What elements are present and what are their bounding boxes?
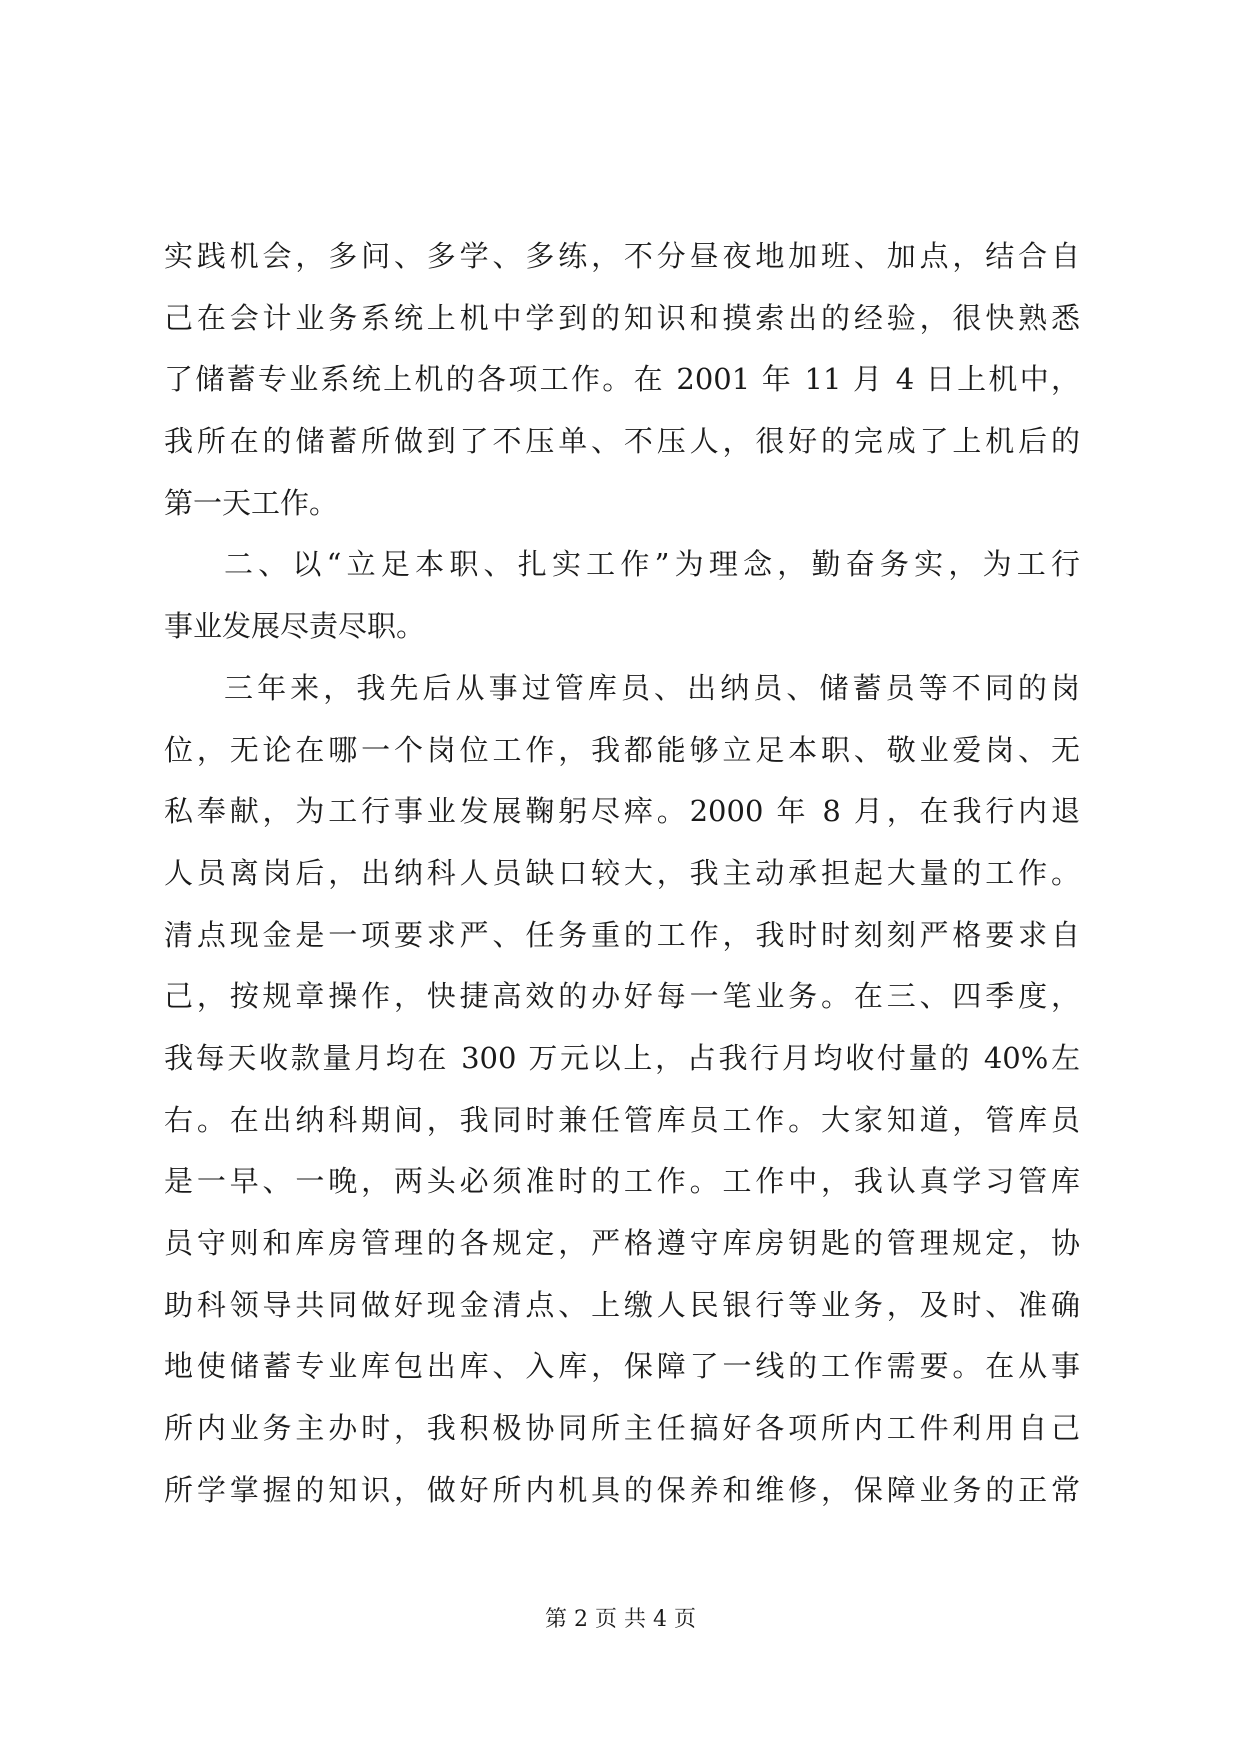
- text-line: 地使储蓄专业库包出库、入库，保障了一线的工作需要。在从事: [164, 1349, 1080, 1384]
- text-line: 三年来，我先后从事过管库员、出纳员、储蓄员等不同的岗: [224, 670, 1080, 705]
- page-footer: 第 2 页 共 4 页: [545, 1607, 696, 1632]
- text-line: 实践机会，多问、多学、多练，不分昼夜地加班、加点，结合自: [164, 239, 1080, 273]
- text-line: 私奉献，为工行事业发展鞠躬尽瘁。2000 年 8 月，在我行内退: [164, 794, 1080, 829]
- text-line: 是一早、一晚，两头必须准时的工作。工作中，我认真学习管库: [164, 1164, 1080, 1199]
- body-text: [164, 226, 1080, 1521]
- text-line: 我所在的储蓄所做到了不压单、不压人，很好的完成了上机后的: [164, 424, 1080, 459]
- text-line: 员守则和库房管理的各规定，严格遵守库房钥匙的管理规定，协: [164, 1226, 1080, 1260]
- section-heading-line: 事业发展尽责尽职。: [164, 609, 426, 644]
- text-line: 助科领导共同做好现金清点、上缴人民银行等业务，及时、准确: [164, 1287, 1080, 1322]
- text-line: 人员离岗后，出纳科人员缺口较大，我主动承担起大量的工作。: [164, 855, 1080, 890]
- text-line: 我每天收款量月均在 300 万元以上，占我行月均收付量的 40%左: [164, 1040, 1080, 1075]
- text-line: 位，无论在哪一个岗位工作，我都能够立足本职、敬业爱岗、无: [164, 732, 1080, 767]
- text-line: 己在会计业务系统上机中学到的知识和摸索出的经验，很快熟悉: [164, 300, 1080, 335]
- text-line: 了储蓄专业系统上机的各项工作。在 2001 年 11 月 4 日上机中，: [164, 362, 1080, 397]
- text-line: 清点现金是一项要求严、任务重的工作，我时时刻刻严格要求自: [164, 917, 1080, 952]
- text-line: 己，按规章操作，快捷高效的办好每一笔业务。在三、四季度，: [164, 979, 1080, 1014]
- text-line: 所内业务主办时，我积极协同所主任搞好各项所内工件利用自己: [164, 1411, 1080, 1446]
- text-line: 所学掌握的知识，做好所内机具的保养和维修，保障业务的正常: [164, 1472, 1080, 1507]
- text-line: 右。在出纳科期间，我同时兼任管库员工作。大家知道，管库员: [164, 1102, 1080, 1137]
- section-heading-line: 二、以“立足本职、扎实工作”为理念，勤奋务实，为工行: [224, 547, 1080, 582]
- text-line: 第一天工作。: [164, 485, 339, 520]
